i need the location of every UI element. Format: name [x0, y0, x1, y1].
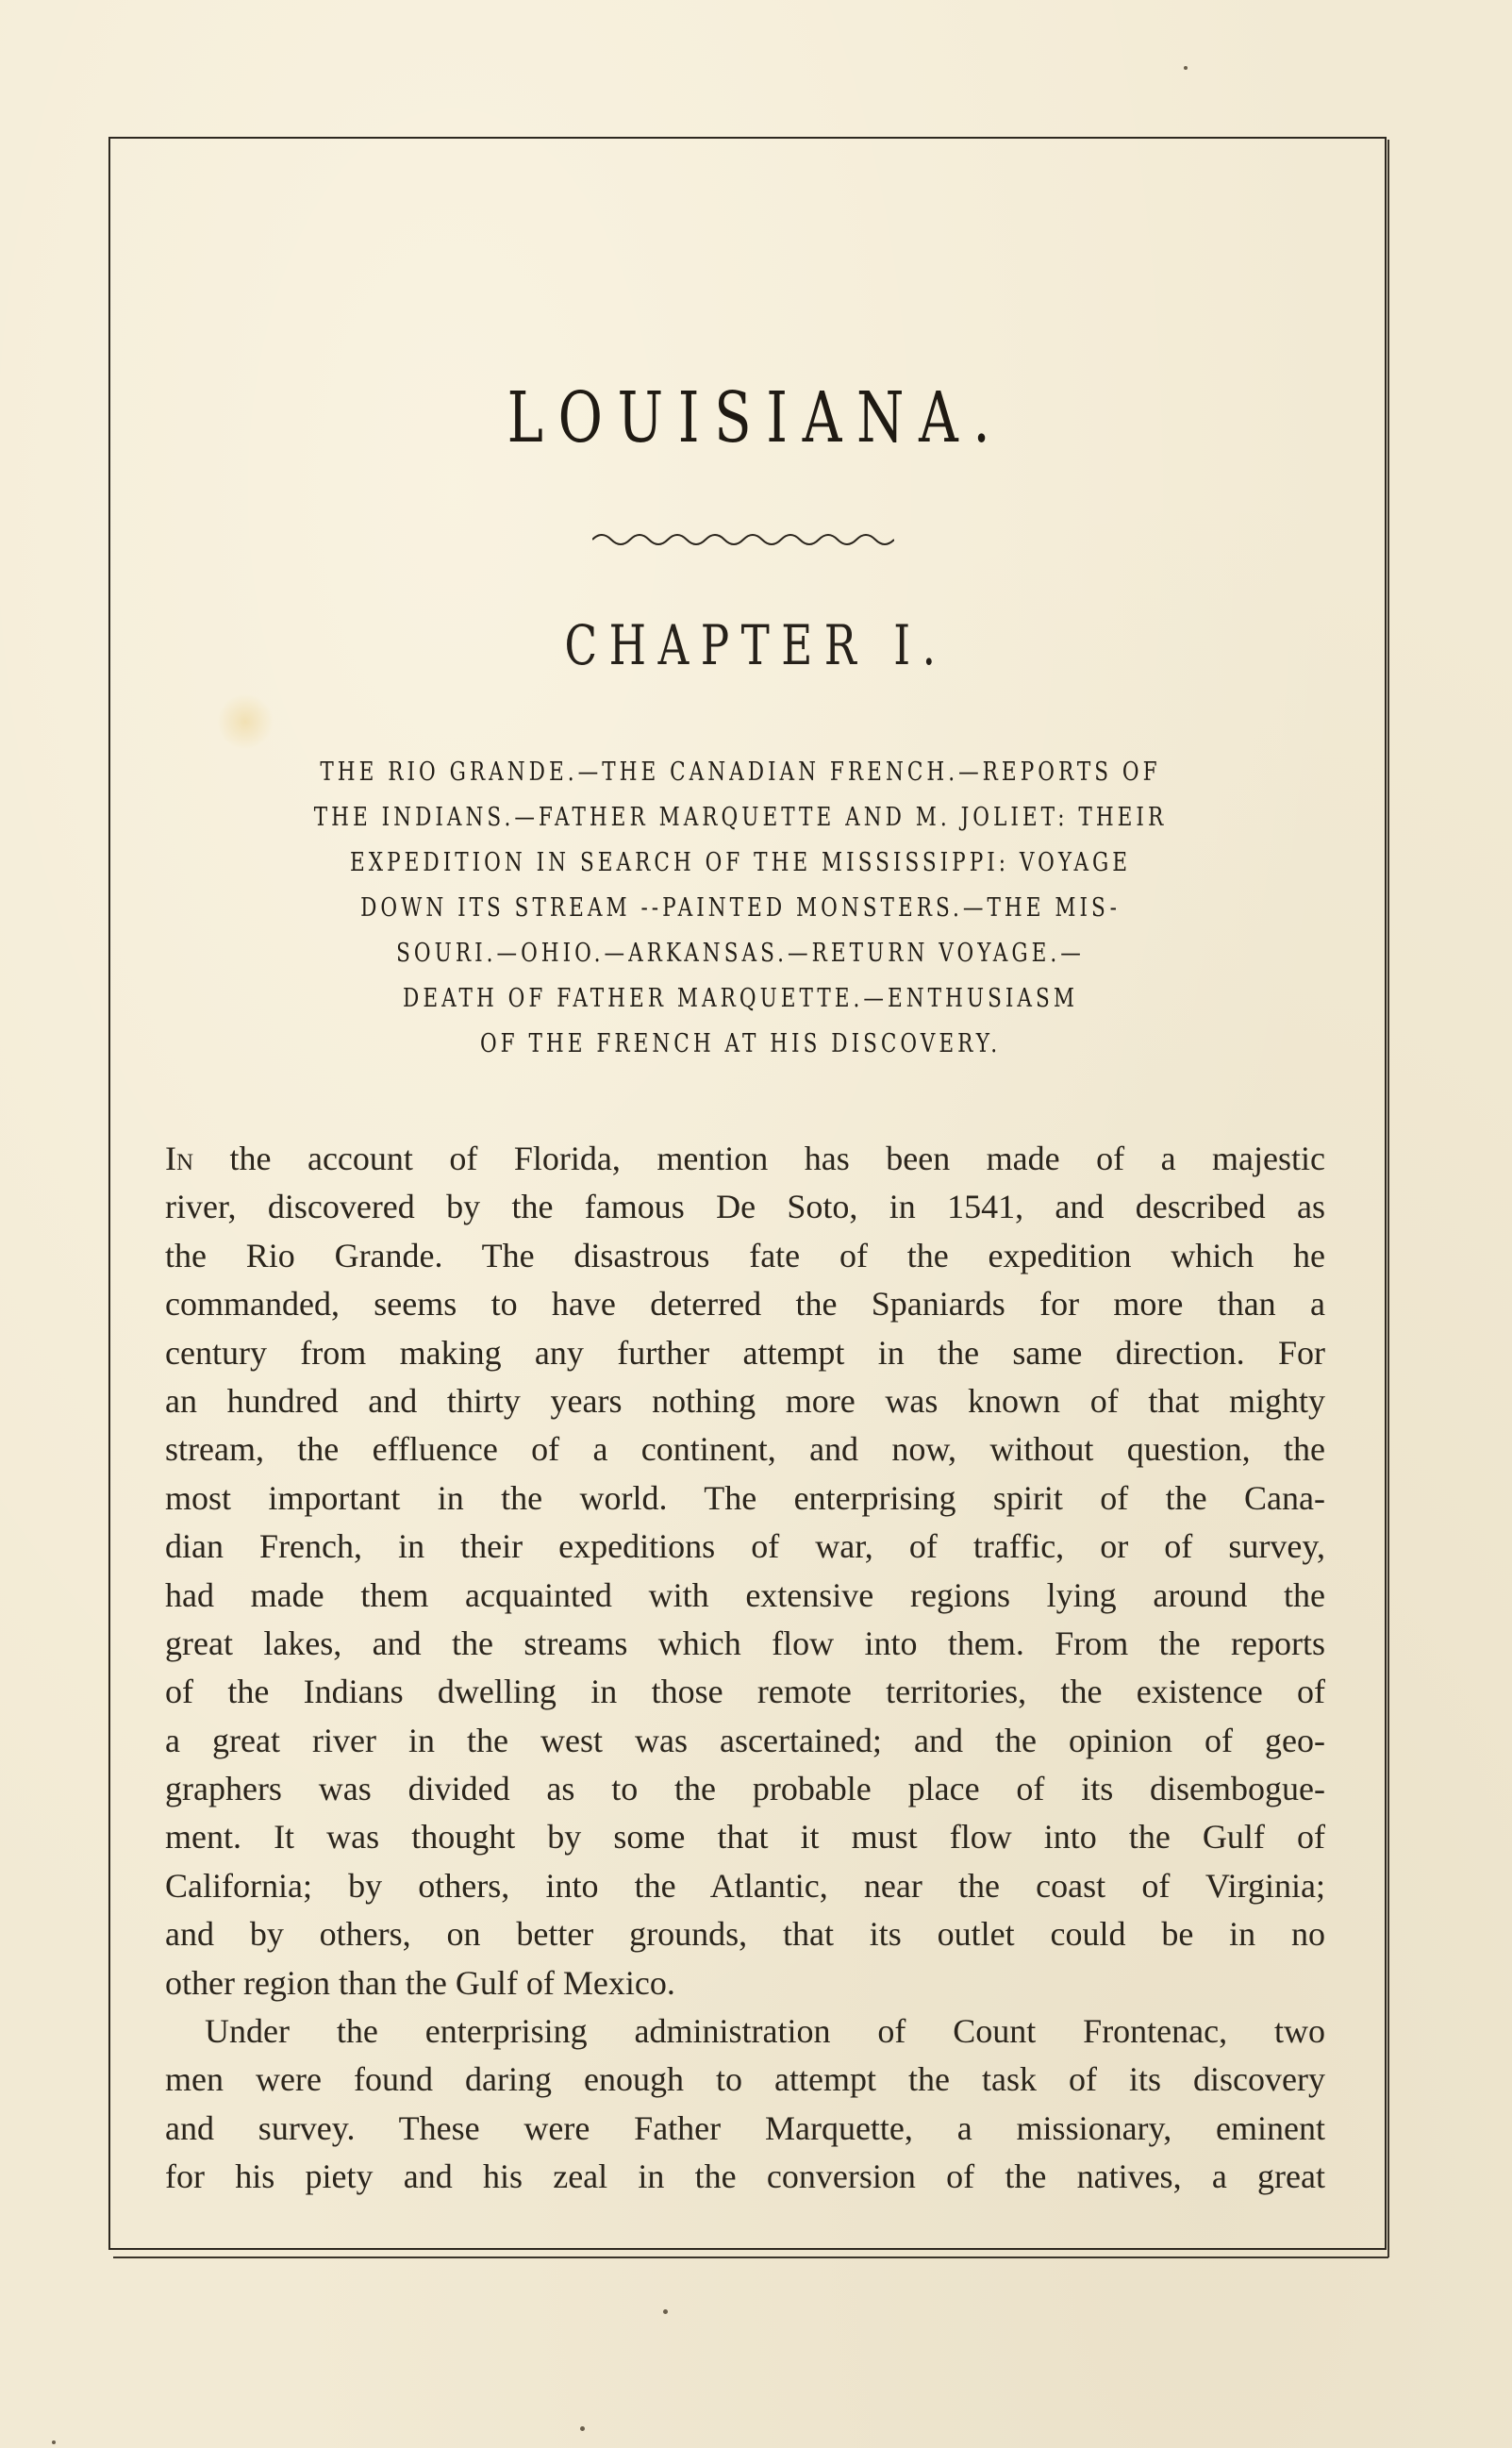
paper-speck	[52, 2440, 56, 2444]
paper-speck	[1184, 66, 1188, 70]
text-line: and by others, on better grounds, that its outlet could be in no	[165, 1915, 1325, 1954]
text-line: a great river in the west was ascertained; and the opinion of geo-	[165, 1721, 1325, 1759]
text-line: dian French, in their expeditions of war, of traffic, or of survey,	[165, 1527, 1325, 1566]
text-line: other region than the Gulf of Mexico.	[165, 1963, 675, 2002]
text-line: most important in the world. The enterprising spirit of the Cana-	[165, 1478, 1325, 1517]
paragraph-1-first-line	[165, 1135, 1325, 1183]
paper-speck	[580, 2426, 585, 2431]
text-line: ment. It was thought by some that it must flow into the Gulf of	[165, 1818, 1325, 1857]
text-line: and survey. These were Father Marquette, a missionary, eminent	[165, 2108, 1325, 2147]
text-line: river, discovered by the famous De Soto, in 1541, and described as	[165, 1188, 1325, 1226]
synopsis-line: EXPEDITION IN SEARCH OF THE MISSISSIPPI: VOYAGE	[349, 848, 1132, 877]
synopsis-line: DOWN ITS STREAM --PAINTED MONSTERS.—THE MIS-	[360, 893, 1121, 923]
synopsis-line: DEATH OF FATHER MARQUETTE.—ENTHUSIASM	[403, 984, 1078, 1013]
chapter-synopsis	[160, 750, 1321, 1067]
text-line: stream, the effluence of a continent, and now, without question, the	[165, 1430, 1325, 1469]
text-line: men were found daring enough to attempt the task of its discovery	[165, 2060, 1325, 2099]
text-line: great lakes, and the streams which flow into them. From the reports	[165, 1624, 1325, 1662]
synopsis-line: THE INDIANS.—FATHER MARQUETTE AND M. JOLIET: THEIR	[313, 803, 1168, 832]
text-line: of the Indians dwelling in those remote territories, the existence of	[165, 1673, 1325, 1711]
text-line: the Rio Grande. The disastrous fate of the expedition which he	[165, 1236, 1325, 1274]
text-line: had made them acquainted with extensive regions lying around the	[165, 1575, 1325, 1614]
first-line-rest: the account of Florida, mention has been made of a majestic	[193, 1140, 1325, 1177]
border-bottom-shadow	[113, 2256, 1388, 2258]
synopsis-line: THE RIO GRANDE.—THE CANADIAN FRENCH.—REPORTS OF	[320, 758, 1161, 787]
page-title: LOUISIANA.	[507, 377, 1005, 458]
text-line: an hundred and thirty years nothing more was known of that mighty	[165, 1381, 1325, 1420]
paper-speck	[663, 2309, 668, 2314]
text-line: commanded, seems to have deterred the Spaniards for more than a	[165, 1285, 1325, 1324]
paragraph-2-first-line: Under the enterprising administration of Count Frontenac, two	[205, 2012, 1325, 2051]
synopsis-line: SOURI.—OHIO.—ARKANSAS.—RETURN VOYAGE.—	[396, 939, 1085, 968]
drop-word: In	[165, 1140, 194, 1177]
text-line: for his piety and his zeal in the conversion of the natives, a great	[165, 2157, 1325, 2196]
synopsis-line: OF THE FRENCH AT HIS DISCOVERY.	[479, 1029, 1002, 1058]
border-right-shadow	[1387, 140, 1389, 2257]
text-line: century from making any further attempt in the same direction. For	[165, 1333, 1325, 1372]
chapter-heading: CHAPTER I.	[564, 613, 948, 677]
text-line: graphers was divided as to the probable place of its disembogue-	[165, 1770, 1325, 1808]
text-line: California; by others, into the Atlantic, near the coast of Virginia;	[165, 1866, 1325, 1905]
body-text	[165, 1135, 1325, 2202]
ornamental-rule	[592, 526, 894, 549]
